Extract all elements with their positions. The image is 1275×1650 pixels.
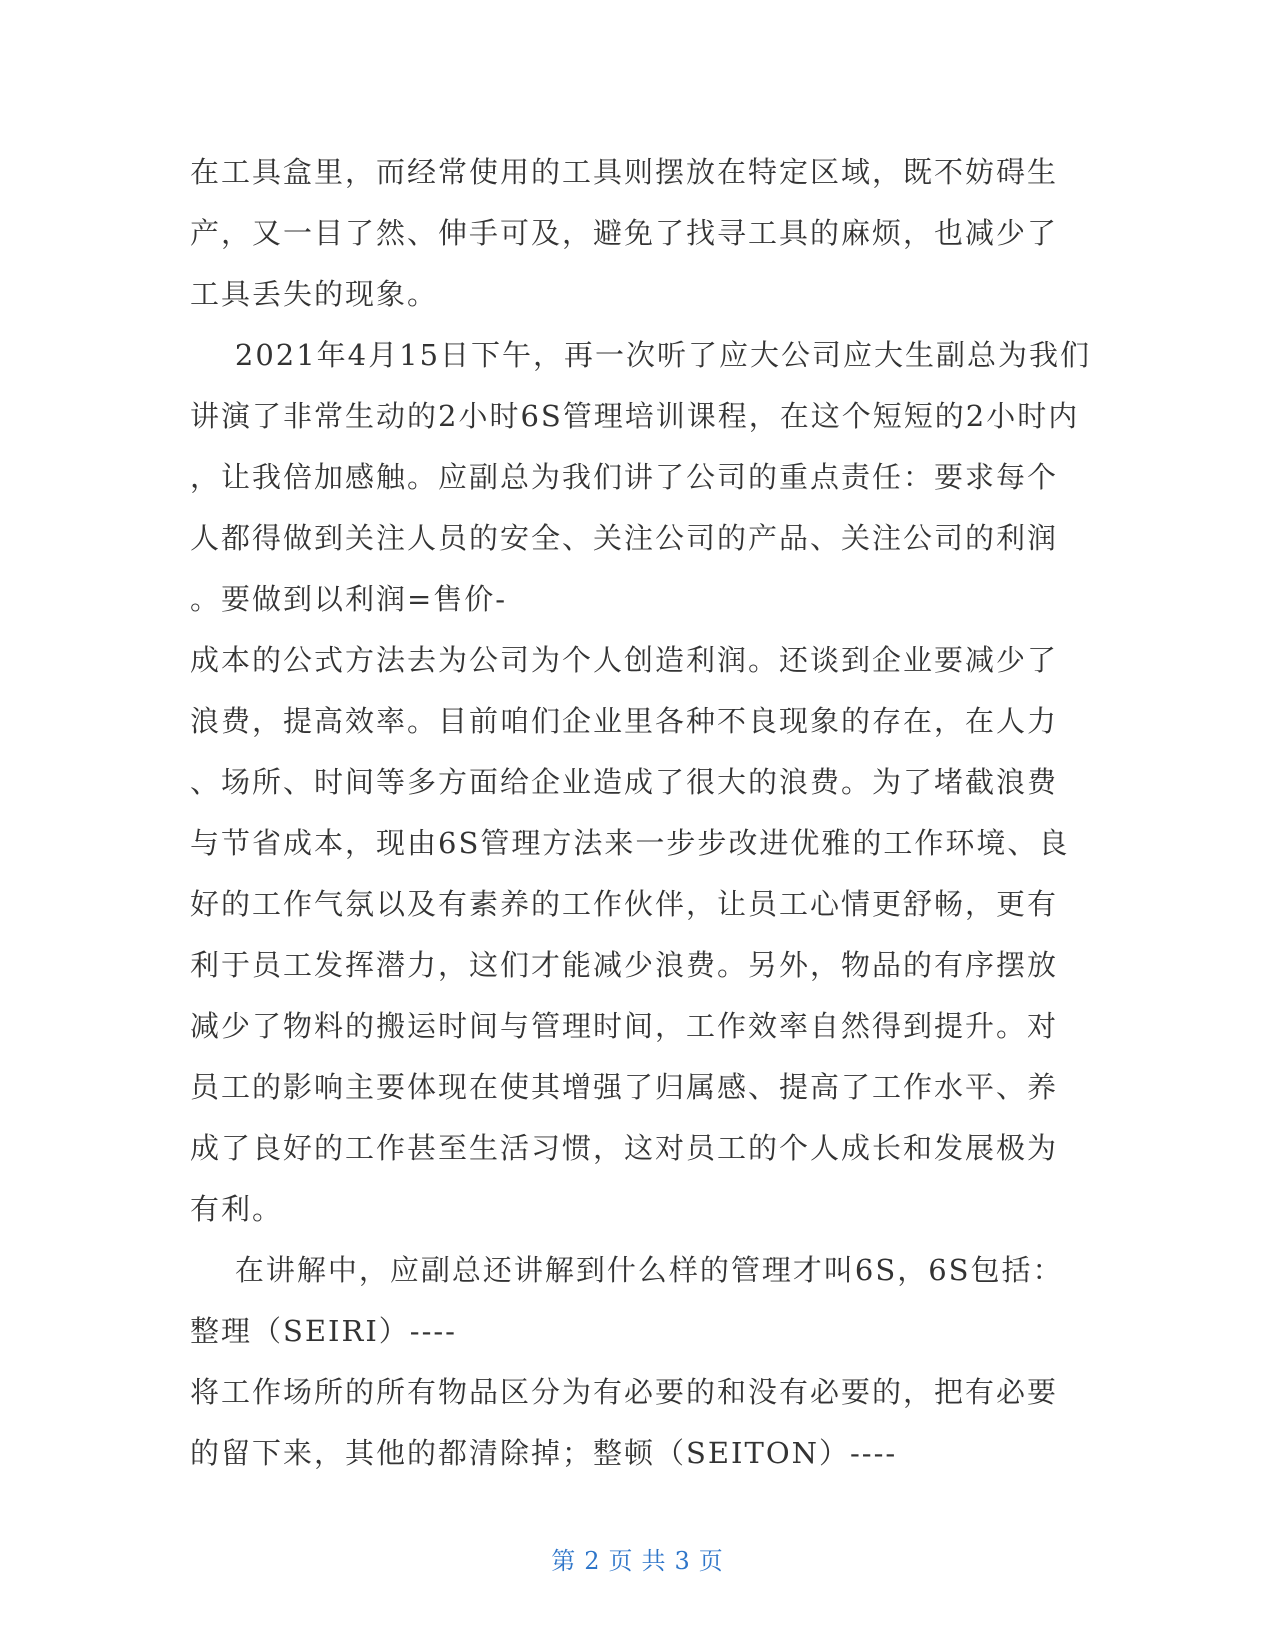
text-line: 有利。: [190, 1192, 284, 1226]
text-line: 利于员工发挥潜力，这们才能减少浪费。另外，物品的有序摆放: [190, 948, 1059, 982]
text-line: 减少了物料的搬运时间与管理时间，工作效率自然得到提升。对: [190, 1009, 1059, 1043]
text-line: 的留下来，其他的都清除掉；整顿（SEITON）----: [190, 1436, 898, 1470]
text-line: 整理（SEIRI）----: [190, 1314, 457, 1348]
text-line: 员工的影响主要体现在使其增强了归属感、提高了工作水平、养: [190, 1070, 1059, 1104]
footer-total-word: 共: [641, 1547, 667, 1575]
page-footer: [0, 1541, 1275, 1576]
text-line: 讲演了非常生动的2小时6S管理培训课程，在这个短短的2小时内: [190, 399, 1080, 433]
footer-suffix: 页: [698, 1547, 724, 1575]
text-line: 工具丢失的现象。: [190, 277, 439, 311]
text-line: 在讲解中，应副总还讲解到什么样的管理才叫6S，6S包括：: [190, 1253, 1064, 1287]
document-body: [190, 142, 1090, 1484]
text-line: 2021年4月15日下午，再一次听了应大公司应大生副总为我们: [190, 338, 1092, 372]
text-line: 将工作场所的所有物品区分为有必要的和没有必要的，把有必要: [190, 1375, 1059, 1409]
footer-prefix: 第: [551, 1547, 577, 1575]
text-line: 与节省成本，现由6S管理方法来一步步改进优雅的工作环境、良: [190, 826, 1070, 860]
text-line: 成了良好的工作甚至生活习惯，这对员工的个人成长和发展极为: [190, 1131, 1059, 1165]
text-line: 。要做到以利润=售价-: [190, 582, 508, 616]
text-line: 产，又一目了然、伸手可及，避免了找寻工具的麻烦，也减少了: [190, 216, 1059, 250]
text-line: 、场所、时间等多方面给企业造成了很大的浪费。为了堵截浪费: [190, 765, 1059, 799]
footer-page-word: 页: [608, 1547, 634, 1575]
text-line: 成本的公式方法去为公司为个人创造利润。还谈到企业要减少了: [190, 643, 1059, 677]
text-line: 浪费，提高效率。目前咱们企业里各种不良现象的存在，在人力: [190, 704, 1059, 738]
text-line: 人都得做到关注人员的安全、关注公司的产品、关注公司的利润: [190, 521, 1059, 555]
text-line: 在工具盒里，而经常使用的工具则摆放在特定区域，既不妨碍生: [190, 155, 1059, 189]
footer-total-pages: 3: [674, 1547, 691, 1575]
text-line: 好的工作气氛以及有素养的工作伙伴，让员工心情更舒畅，更有: [190, 887, 1059, 921]
text-line: ，让我倍加感触。应副总为我们讲了公司的重点责任：要求每个: [190, 460, 1059, 494]
footer-page-number: 2: [584, 1547, 601, 1575]
